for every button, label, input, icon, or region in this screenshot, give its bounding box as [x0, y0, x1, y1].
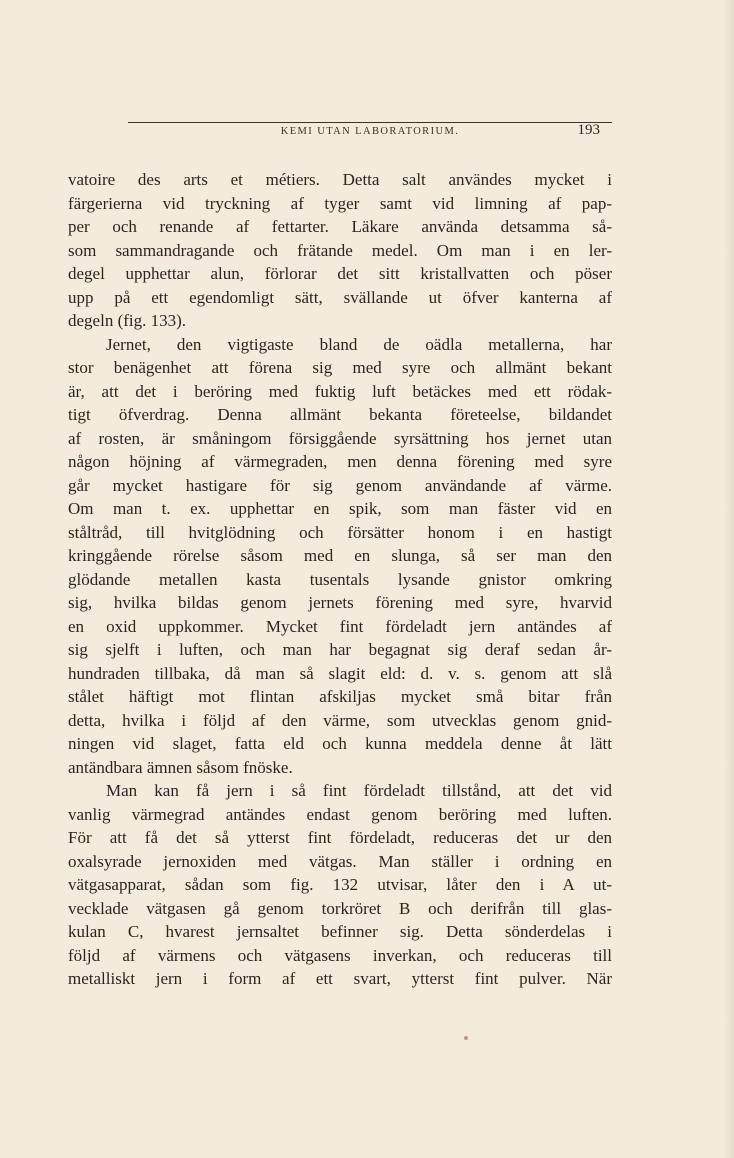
body-text	[68, 168, 612, 991]
text-line: kringgående rörelse såsom med en slunga, så ser man den	[68, 546, 612, 565]
text-line: vanlig värmegrad antändes endast genom beröring med luften.	[68, 804, 612, 824]
text-line: följd af värmens och vätgasens inverkan, och reduceras till	[68, 945, 612, 965]
text-line: hundraden tillbaka, då man så slagit eld: d. v. s. genom att slå	[68, 663, 612, 683]
text-line: som sammandragande och frätande medel. Om man i en ler-	[68, 240, 612, 260]
page-header	[128, 122, 612, 145]
text-line: per och renande af fettarter. Läkare använda detsamma så-	[68, 217, 612, 236]
text-line: går mycket hastigare för sig genom användande af värme.	[68, 475, 612, 495]
page-number: 193	[577, 122, 600, 138]
text-line: vatoire des arts et métiers. Detta salt användes mycket i	[68, 170, 612, 189]
text-line: ningen vid slaget, fatta eld och kunna meddela denne åt lätt	[68, 734, 612, 753]
text-line: vätgasapparat, sådan som fig. 132 utvisar, låter den i A ut-	[68, 875, 612, 894]
text-line: detta, hvilka i följd af den värme, som utvecklas genom gnid-	[68, 710, 612, 730]
text-line: degeln (fig. 133).	[68, 311, 187, 330]
text-line: sig, hvilka bildas genom jernets förening med syre, hvarvid	[68, 593, 612, 612]
text-line: metalliskt jern i form af ett svart, ytterst fint pulver. När	[68, 969, 612, 988]
text-line: ståltråd, till hvitglödning och försätter honom i en hastigt	[68, 522, 612, 542]
text-line: sig sjelft i luften, och man har begagnat sig deraf sedan år-	[68, 640, 612, 659]
text-line: Man kan få jern i så fint fördeladt tillstånd, att det vid	[106, 781, 612, 800]
text-line: upp på ett egendomligt sätt, svällande ut öfver kanterna af	[68, 287, 612, 307]
text-line: vecklade vätgasen gå genom torkröret B och derifrån till glas-	[68, 898, 612, 918]
paper-speck	[464, 1036, 468, 1040]
text-line: oxalsyrade jernoxiden med vätgas. Man ställer i ordning en	[68, 851, 612, 871]
text-line: Om man t. ex. upphettar en spik, som man fäster vid en	[68, 499, 612, 518]
text-line: stålet häftigt mot flintan afskiljas mycket små bitar från	[68, 687, 612, 706]
text-line: någon höjning af värmegraden, men denna förening med syre	[68, 452, 612, 471]
text-line: Jernet, den vigtigaste bland de oädla metallerna, har	[106, 334, 612, 354]
text-line: en oxid uppkommer. Mycket fint fördeladt jern antändes af	[68, 616, 612, 636]
text-line: tigt öfverdrag. Denna allmänt bekanta företeelse, bildandet	[68, 405, 612, 424]
page-edge-shadow	[724, 0, 734, 1158]
text-line: är, att det i beröring med fuktig luft betäckes med ett rödak-	[68, 381, 612, 401]
text-line: af rosten, är småningom försiggående syrsättning hos jernet utan	[68, 428, 612, 448]
text-line: kulan C, hvarest jernsaltet befinner sig. Detta sönderdelas i	[68, 922, 612, 941]
text-line: För att få det så ytterst fint fördeladt, reduceras det ur den	[68, 828, 612, 847]
running-title: KEMI UTAN LABORATORIUM.	[280, 126, 460, 137]
text-line: stor benägenhet att förena sig med syre och allmänt bekant	[68, 358, 612, 377]
text-line: degel upphettar alun, förlorar det sitt kristallvatten och pöser	[68, 264, 612, 283]
text-line: färgerierna vid tryckning af tyger samt vid limning af pap-	[68, 193, 612, 213]
text-line: antändbara ämnen såsom fnöske.	[68, 757, 293, 777]
text-line: glödande metallen kasta tusentals lysande gnistor omkring	[68, 569, 612, 589]
